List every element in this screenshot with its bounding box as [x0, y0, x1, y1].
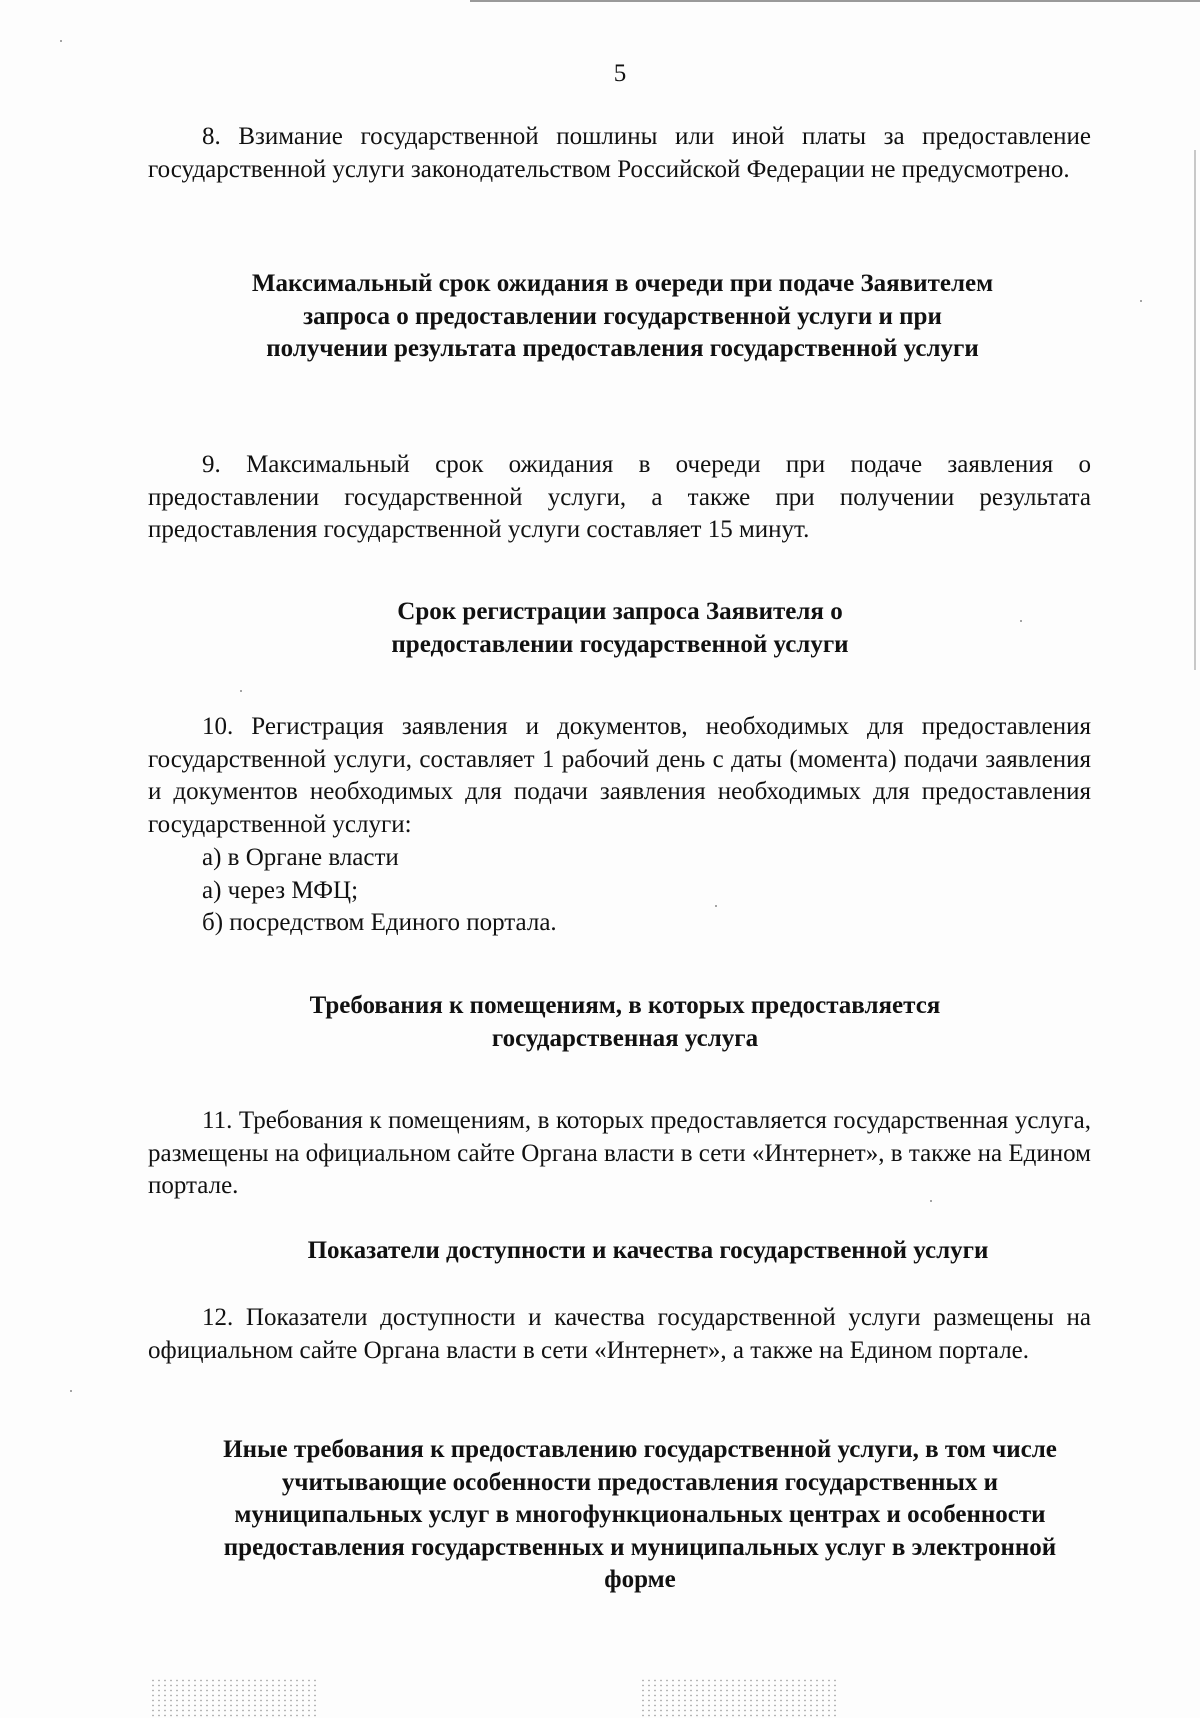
heading-registration: Срок регистрации запроса Заявителя о предоставлении государственной услуги: [391, 598, 849, 658]
paragraph-12: 12. Показатели доступности и качества государственной услуги размещены на официальном сайте Органа власти в сети «Интернет», а также на Едином портале.: [148, 1304, 1091, 1364]
heading-max-wait: Максимальный срок ожидания в очереди при подаче Заявителем запроса о предоставлении государственной услуги и при получении результата предоставления государственной услуги: [251, 270, 994, 362]
scan-speck: [1140, 300, 1142, 302]
paragraph-10: 10. Регистрация заявления и документов, необходимых для предоставления государственной услуги, составляет 1 рабочий день с даты (момента) подачи заявления и документов необходимых для подачи заявления необходимых для предоставления государственной услуги:: [148, 713, 1091, 838]
page-number: 5: [613, 60, 627, 87]
scan-speck: [1020, 620, 1022, 622]
list-item: б) посредством Единого портала.: [202, 909, 557, 936]
scan-speck: [930, 1200, 932, 1202]
list-item: а) через МФЦ;: [202, 876, 359, 904]
heading-premises: Требования к помещениям, в которых предоставляется государственная услуга: [309, 992, 941, 1052]
scan-speck: [70, 1390, 72, 1392]
paragraph-11: 11. Требования к помещениям, в которых предоставляется государственная услуга, размещены на официальном сайте Органа власти в сети «Интернет», в также на Едином портале.: [148, 1107, 1091, 1199]
scan-speck: [60, 40, 62, 42]
heading-other-requirements: Иные требования к предоставлению государственной услуги, в том числе учитывающие особенности предоставления государственных и муниципальных услуг в многофункциональных центрах и особенности предоставления государственных и муниципальных услуг в электронной форме: [223, 1436, 1057, 1593]
paragraph-8: 8. Взимание государственной пошлины или иной платы за предоставление государственной услуги законодательством Российской Федерации не предусмотрено.: [148, 123, 1091, 183]
scan-noise: [150, 1678, 320, 1718]
scan-top-rule: [470, 0, 1200, 2]
scan-speck: [715, 905, 717, 907]
heading-indicators: Показатели доступности и качества государственной услуги: [307, 1237, 989, 1264]
paragraph-9: 9. Максимальный срок ожидания в очереди при подаче заявления о предоставлении государственной услуги, а также при получении результата предоставления государственной услуги составляет 15 минут.: [148, 451, 1091, 543]
registration-methods-list: [202, 842, 1082, 940]
scan-noise: [640, 1678, 840, 1718]
scan-speck: [240, 690, 242, 692]
list-item: а) в Органе власти: [202, 844, 399, 871]
scan-right-edge: [1194, 150, 1196, 670]
